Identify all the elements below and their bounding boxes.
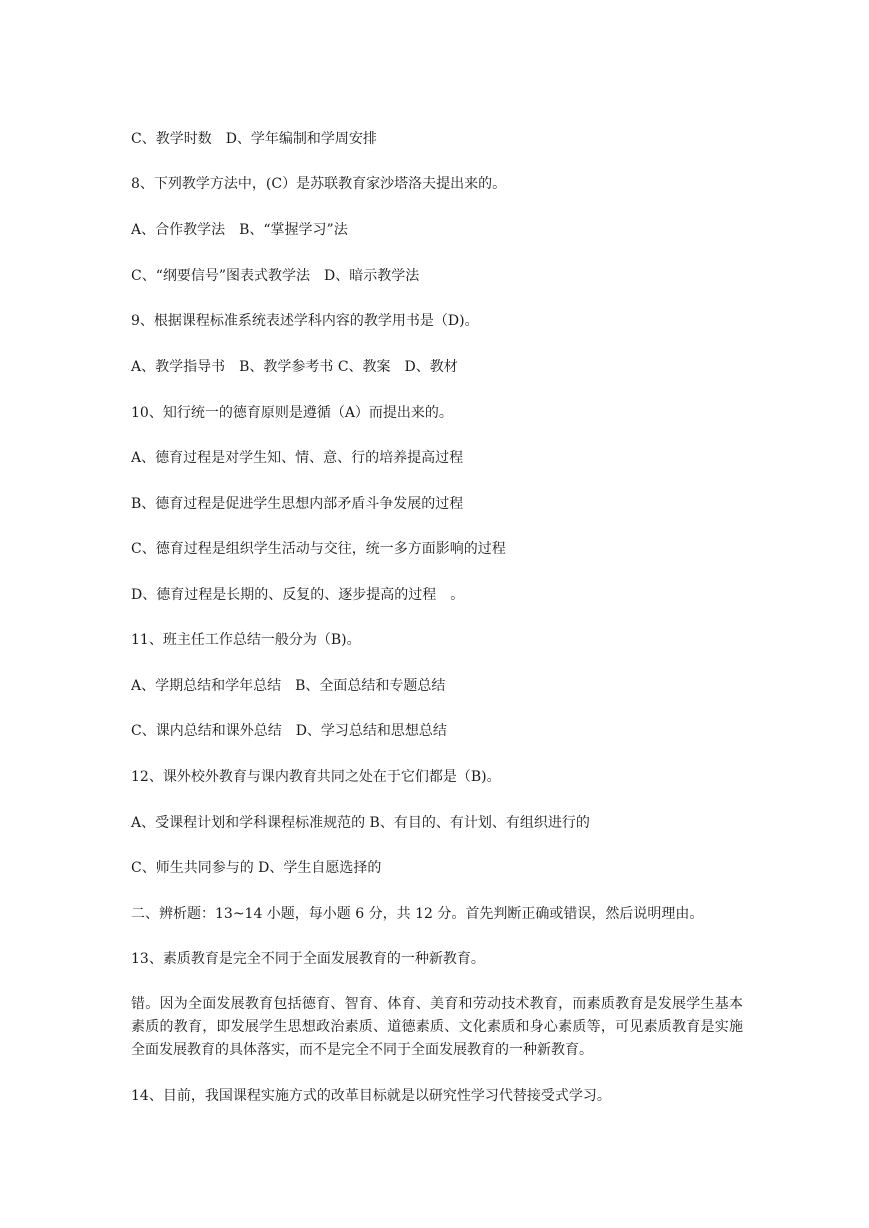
option-b-q10: B、德育过程是促进学生思想内部矛盾斗争发展的过程 bbox=[131, 496, 464, 512]
option-a-q10: A、德育过程是对学生知、情、意、行的培养提高过程 bbox=[131, 450, 464, 466]
option-line-a-b-q12: A、受课程计划和学科课程标准规范的 B、有目的、有计划、有组织进行的 bbox=[131, 815, 590, 831]
option-line-c-d-q7: C、教学时数 D、学年编制和学周安排 bbox=[131, 131, 377, 147]
section-heading-analysis: 二、辨析题：13~14 小题，每小题 6 分，共 12 分。首先判断正确或错误，然后说明理由。 bbox=[131, 906, 704, 922]
question-13: 13、素质教育是完全不同于全面发展教育的一种新教育。 bbox=[131, 951, 485, 967]
option-d-q10: D、德育过程是长期的、反复的、逐步提高的过程 。 bbox=[131, 587, 465, 603]
answer-13-paragraph: 错。因为全面发展教育包括德育、智育、体育、美育和劳动技术教育，而素质教育是发展学生基本素质的教育，即发展学生思想政治素质、道德素质、文化素质和身心素质等，可见素质教育是实施全面发展教育的具体落实，而不是完全不同于全面发展教育的一种新教育。 bbox=[131, 996, 743, 1058]
option-line-a-b-q8: A、合作教学法 B、“掌握学习”法 bbox=[131, 222, 348, 238]
option-line-c-d-q11: C、课内总结和课外总结 D、学习总结和思想总结 bbox=[131, 723, 447, 739]
option-line-a-b-q11: A、学期总结和学年总结 B、全面总结和专题总结 bbox=[131, 678, 446, 694]
question-10: 10、知行统一的德育原则是遵循（A）而提出来的。 bbox=[131, 405, 453, 421]
question-9: 9、根据课程标准系统表述学科内容的教学用书是（D)。 bbox=[131, 313, 479, 329]
question-12: 12、课外校外教育与课内教育共同之处在于它们都是（B)。 bbox=[131, 769, 501, 785]
question-11: 11、班主任工作总结一般分为（B)。 bbox=[131, 632, 361, 648]
option-c-q10: C、德育过程是组织学生活动与交往，统一多方面影响的过程 bbox=[131, 541, 506, 557]
question-8: 8、下列教学方法中，(C）是苏联教育家沙塔洛夫提出来的。 bbox=[131, 176, 507, 192]
option-line-q9: A、教学指导书 B、教学参考书 C、教案 D、教材 bbox=[131, 359, 458, 375]
option-line-c-d-q12: C、师生共同参与的 D、学生自愿选择的 bbox=[131, 860, 382, 876]
question-14: 14、目前，我国课程实施方式的改革目标就是以研究性学习代替接受式学习。 bbox=[131, 1088, 611, 1104]
option-line-c-d-q8: C、“纲要信号”图表式教学法 D、暗示教学法 bbox=[131, 268, 420, 284]
